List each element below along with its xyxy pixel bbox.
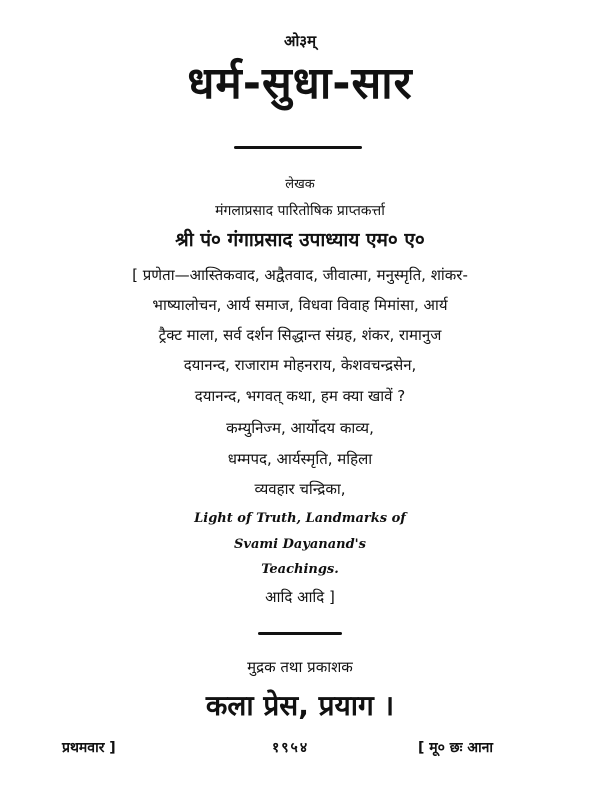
works-line: दयानन्द, भगवत् कथा, हम क्या खावें ? [194, 387, 406, 405]
author-name: श्री पं० गंगाप्रसाद उपाध्याय एम० ए० [175, 229, 425, 251]
price-text: [ मू० छः आना [418, 740, 494, 756]
invocation-text: ओ३म् [283, 32, 317, 50]
edition-text: प्रथमवार ] [62, 740, 116, 756]
works-line: व्यवहार चन्द्रिका, [254, 480, 346, 498]
works-line: धम्मपद, आर्यस्मृति, महिला [227, 450, 373, 468]
author-label: लेखक [285, 177, 315, 192]
title-divider [234, 146, 362, 149]
author-credit: मंगलाप्रसाद पारितोषिक प्राप्तकर्त्ता [215, 203, 385, 219]
english-works-line: Light of Truth, Landmarks of [194, 511, 406, 526]
english-works-line: Teachings. [261, 562, 339, 577]
section-divider [258, 632, 342, 635]
works-line: दयानन्द, राजाराम मोहनराय, केशवचन्द्रसेन, [183, 356, 417, 374]
book-title: धर्म-सुधा-सार [187, 58, 413, 109]
works-line: भाष्यालोचन, आर्य समाज, विधवा विवाह मिमांसा, आर्य [152, 296, 448, 314]
works-closing: आदि आदि ] [265, 588, 335, 606]
works-line: [ प्रणेता—आस्तिकवाद, अद्वैतवाद, जीवात्मा, मनुस्मृति, शांकर- [132, 266, 468, 284]
works-line: ट्रैक्ट माला, सर्व दर्शन सिद्धान्त संग्रह, शंकर, रामानुज [158, 326, 442, 344]
publisher-label: मुद्रक तथा प्रकाशक [247, 658, 353, 676]
english-works-line: Svami Dayanand's [234, 537, 366, 552]
works-line: कम्युनिज्म, आर्योदय काव्य, [226, 419, 374, 437]
press-name: कला प्रेस, प्रयाग । [205, 689, 395, 722]
year-text: १९५४ [272, 740, 310, 756]
